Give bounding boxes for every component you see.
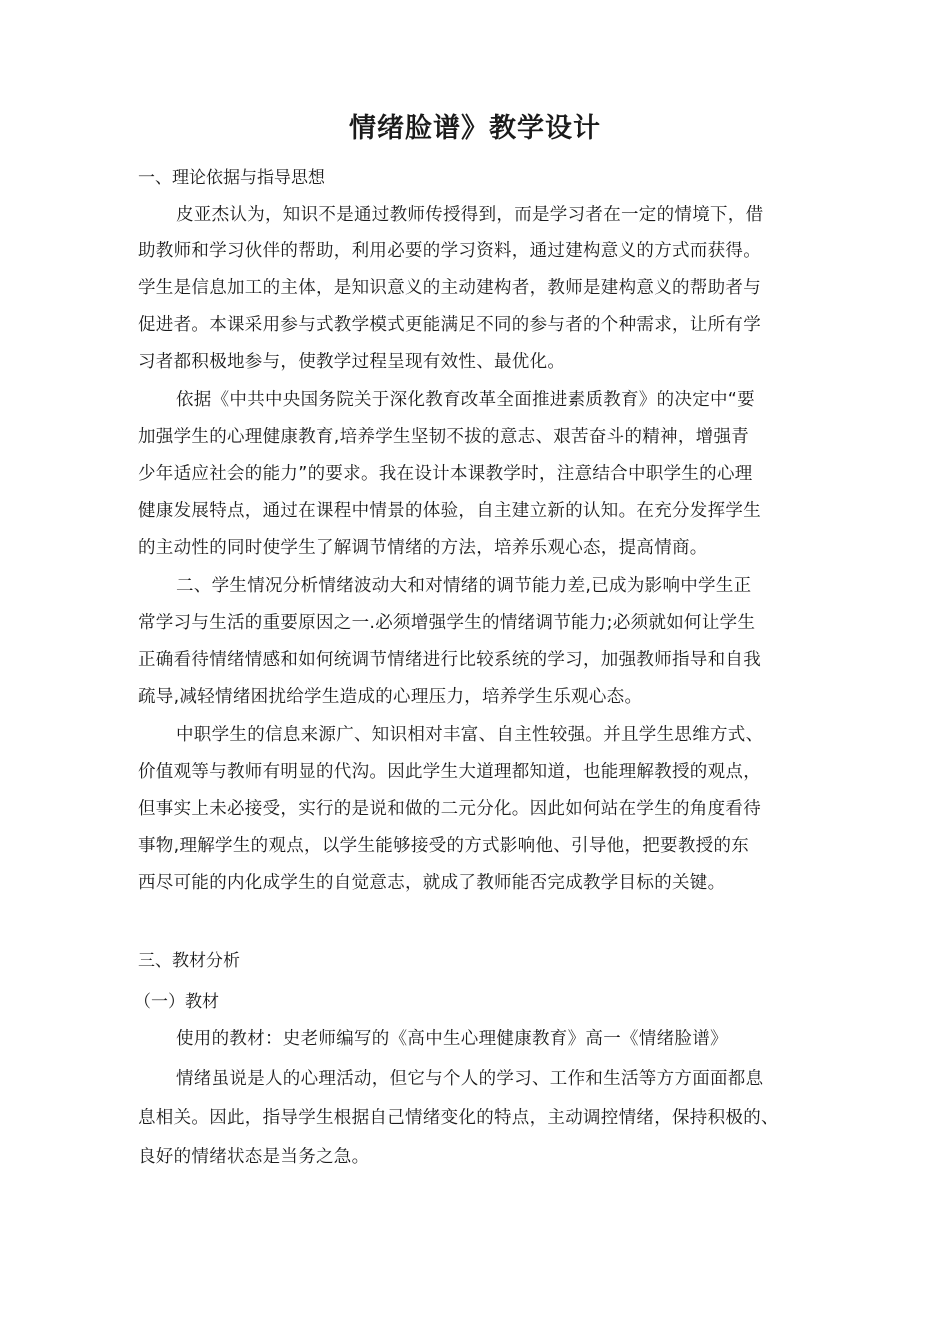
paragraph-line: 少年适应社会的能力”的要求。我在设计本课教学时，注意结合中职学生的心理	[138, 464, 753, 484]
paragraph-line: 常学习与生活的重要原因之一.必须增强学生的情绪调节能力;必须就如何让学生	[138, 613, 756, 633]
document-title: 情绪脸谱》教学设计	[349, 113, 601, 144]
paragraph-line: 加强学生的心理健康教育,培养学生坚韧不拔的意志、艰苦奋斗的精神，增强青	[138, 427, 750, 447]
paragraph-line: 健康发展特点，通过在课程中情景的体验，自主建立新的认知。在充分发挥学生	[138, 501, 761, 521]
paragraph-line: 中职学生的信息来源广、知识相对丰富、自主性较强。并且学生思维方式、	[176, 725, 764, 745]
paragraph-line: 但事实上未必接受，实行的是说和做的二元分化。因此如何站在学生的角度看待	[138, 799, 761, 819]
section-heading-materials: 三、教材分析	[138, 951, 240, 971]
paragraph-line: 事物,理解学生的观点，以学生能够接受的方式影响他、引导他，把要教授的东	[138, 836, 750, 856]
paragraph-line: 皮亚杰认为，知识不是通过教师传授得到，而是学习者在一定的情境下，借	[176, 205, 764, 225]
paragraph-line: 价值观等与教师有明显的代沟。因此学生大道理都知道，也能理解教授的观点，	[138, 762, 761, 782]
paragraph-line: 促进者。本课采用参与式教学模式更能满足不同的参与者的个种需求，让所有学	[138, 315, 761, 335]
paragraph-line: 学生是信息加工的主体，是知识意义的主动建构者，教师是建构意义的帮助者与	[138, 278, 761, 298]
paragraph-line: 正确看待情绪情感和如何统调节情绪进行比较系统的学习，加强教师指导和自我	[138, 650, 761, 670]
paragraph-line: 息相关。因此，指导学生根据自己情绪变化的特点，主动调控情绪，保持积极的、	[138, 1108, 779, 1128]
paragraph-line: 情绪虽说是人的心理活动，但它与个人的学习、工作和生活等方方面面都息	[176, 1069, 764, 1089]
section-heading-theory: 一、理论依据与指导思想	[138, 168, 325, 188]
paragraph-line: 助教师和学习伙伴的帮助，利用必要的学习资料，通过建构意义的方式而获得。	[138, 241, 761, 261]
paragraph-line: 疏导,减轻情绪困扰给学生造成的心理压力，培养学生乐观心态。	[138, 687, 643, 707]
paragraph-line: 使用的教材：史老师编写的《高中生心理健康教育》高一《情绪脸谱》	[176, 1029, 728, 1049]
paragraph-line: 的主动性的同时使学生了解调节情绪的方法，培养乐观心态，提高情商。	[138, 538, 708, 558]
paragraph-line: 西尽可能的内化成学生的自觉意志，就成了教师能否完成教学目标的关键。	[138, 873, 726, 893]
paragraph-line: 良好的情绪状态是当务之急。	[138, 1147, 370, 1167]
paragraph-line: 二、学生情况分析情绪波动大和对情绪的调节能力差,已成为影响中学生正	[176, 576, 752, 596]
paragraph-line: 依据《中共中央国务院关于深化教育改革全面推进素质教育》的决定中“要	[176, 390, 755, 410]
subsection-heading-textbook: （一）教材	[134, 992, 219, 1012]
paragraph-line: 习者都积极地参与，使教学过程呈现有效性、最优化。	[138, 352, 566, 372]
